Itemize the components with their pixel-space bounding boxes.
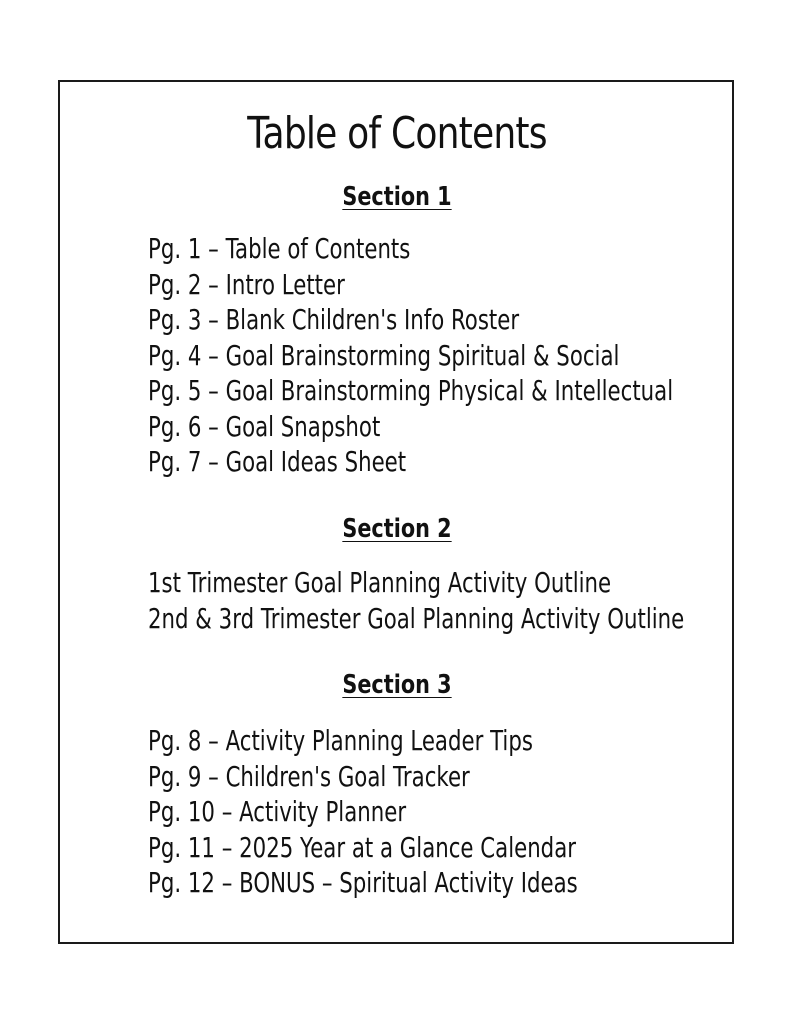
- section-2-heading: Section 2: [342, 514, 452, 544]
- section-1-list: [148, 231, 794, 480]
- toc-entry: 2nd & 3rd Trimester Goal Planning Activity Outline: [148, 601, 685, 635]
- toc-entry: Pg. 8 – Activity Planning Leader Tips: [148, 724, 533, 757]
- section-2-list: [148, 565, 794, 636]
- toc-entry: Pg. 1 – Table of Contents: [148, 232, 411, 265]
- toc-entry: 1st Trimester Goal Planning Activity Outline: [148, 566, 612, 599]
- toc-entry: Pg. 6 – Goal Snapshot: [148, 409, 381, 443]
- toc-entry: Pg. 2 – Intro Letter: [148, 267, 345, 301]
- toc-entry: Pg. 12 – BONUS – Spiritual Activity Ideas: [148, 866, 578, 899]
- section-3-list: [148, 723, 713, 901]
- section-3-heading: Section 3: [342, 670, 452, 700]
- section-1-heading: Section 1: [342, 182, 452, 212]
- page-title: Table of Contents: [247, 108, 547, 159]
- toc-entry: Pg. 5 – Goal Brainstorming Physical & Intellectual: [148, 374, 674, 407]
- toc-entry: Pg. 4 – Goal Brainstorming Spiritual & Social: [148, 338, 620, 372]
- toc-entry: Pg. 9 – Children's Goal Tracker: [148, 759, 470, 793]
- toc-entry: Pg. 7 – Goal Ideas Sheet: [148, 445, 407, 478]
- toc-entry: Pg. 10 – Activity Planner: [148, 795, 407, 828]
- toc-entry: Pg. 3 – Blank Children's Info Roster: [148, 303, 520, 336]
- toc-entry: Pg. 11 – 2025 Year at a Glance Calendar: [148, 830, 576, 864]
